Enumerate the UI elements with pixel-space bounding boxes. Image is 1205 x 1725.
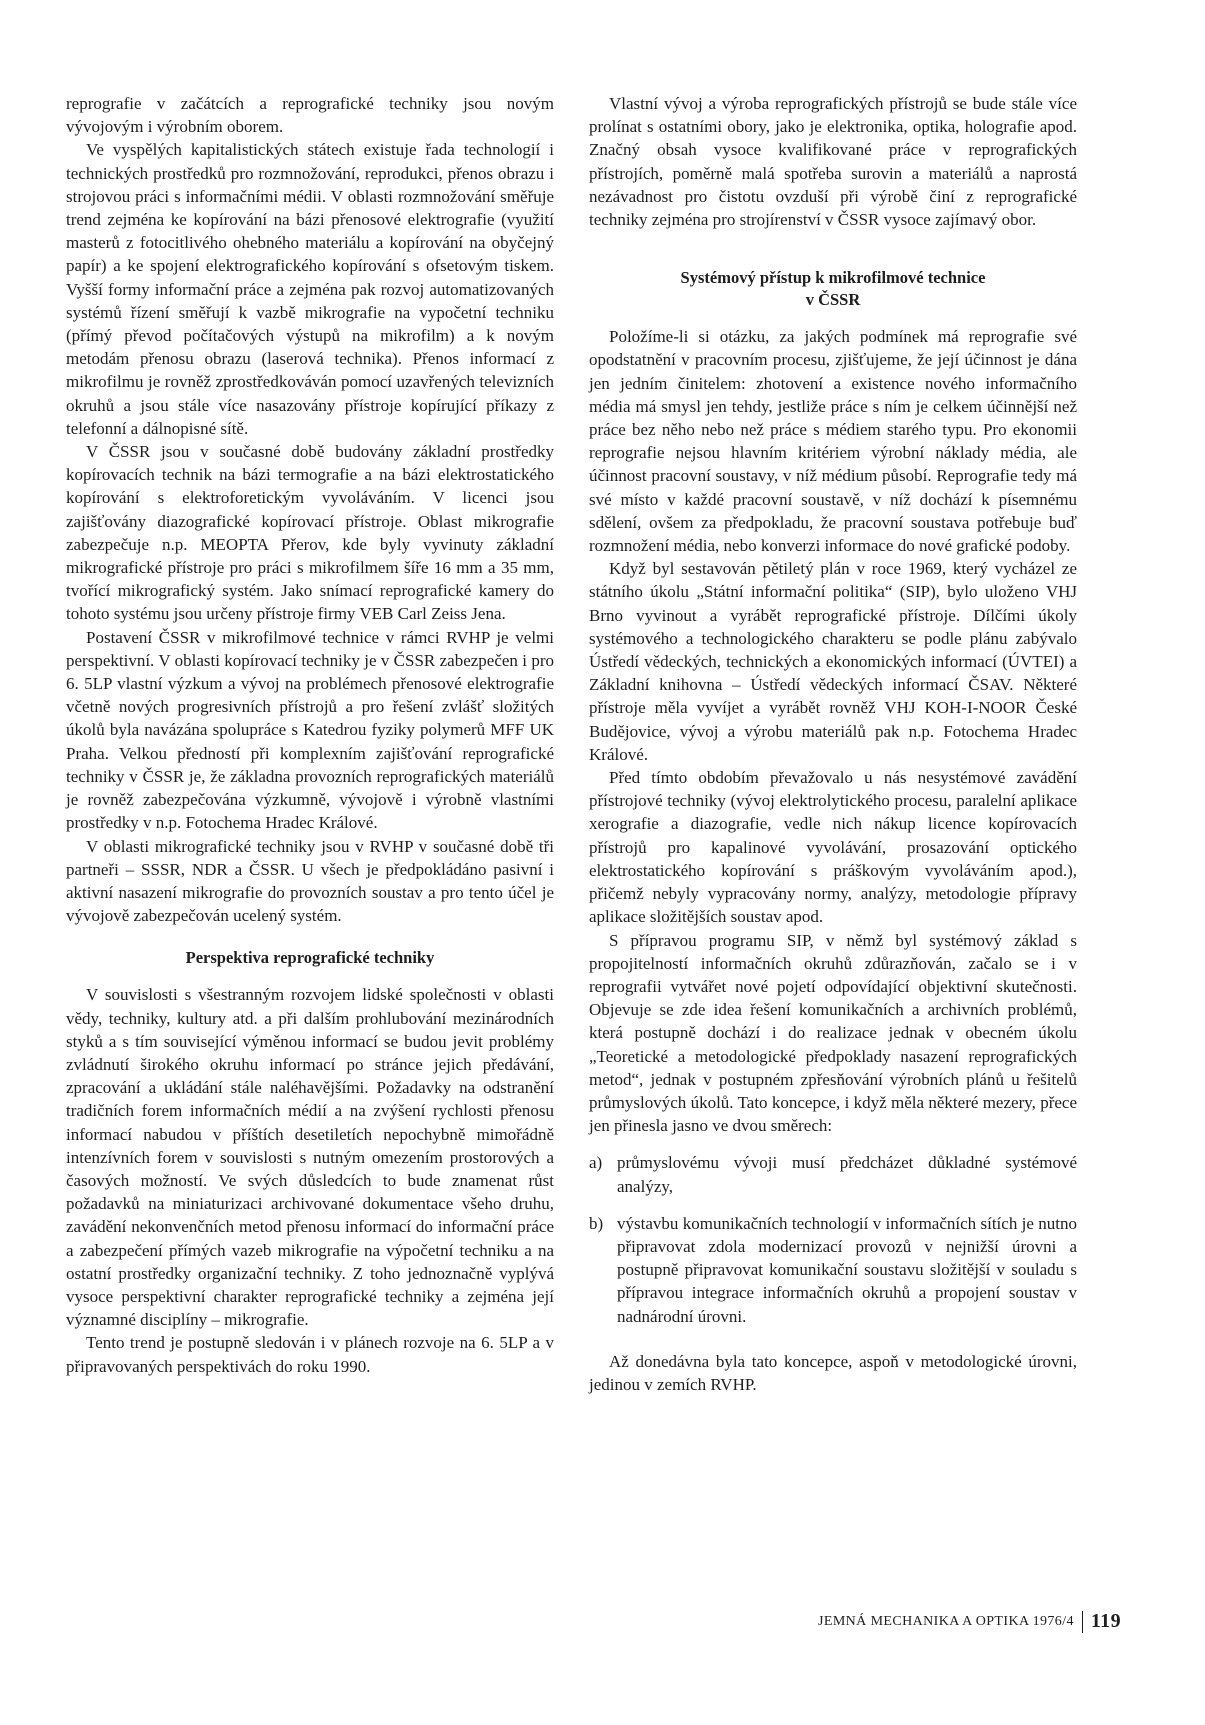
paragraph: Když byl sestavován pětiletý plán v roce 1969, který vycházel ze státního úkolu „Státní informační politika“ (SIP), bylo uloženo VHJ Brno vyvinout a vyrábět reprografické přístroje. Dílčími úkoly systémového a technologického charakteru se podle plánu zabývalo Ústředí vědeckých, technických a ekonomických informací (ÚVTEI) a Základní knihovna – Ústředí vědeckých informací ČSAV. Některé přístroje měla vyvíjet a vyrábět rovněž VHJ KOH-I-NOOR České Budějovice, vývoj a výrobu materiálů pak n.p. Fotochema Hradec Králové. xyxy=(589,559,1077,764)
list-item xyxy=(589,1151,1077,1197)
paragraph: Tento trend je postupně sledován i v plánech rozvoje na 6. 5LP a v připravovaných perspektivách do roku 1990. xyxy=(66,1333,554,1376)
section-heading: Perspektiva reprografické techniky xyxy=(185,948,435,968)
paragraph: Vlastní vývoj a výroba reprografických přístrojů se bude stále více prolínat s ostatními obory, jako je elektronika, optika, holografie apod. Značný obsah vysoce kvalifikované práce v reprografických přístrojích, poměrně malá spotřeba surovin a materiálů a naprostá nezávadnost pro čistotu ovzduší při výrobě činí z reprografické techniky zejména pro strojírenství v ČSSR vysoce zajímavý obor. xyxy=(589,94,1077,230)
paragraph: Před tímto obdobím převažovalo u nás nesystémové zavádění přístrojové techniky (vývoj elektrolytického procesu, paralelní aplikace xerografie a diazografie, vedle nich nákup licence kopírovacích přístrojů pro kapalinové vyvolávání, prosazování optického elektrostatického kopírování s práškovým vyvoláváním apod.), přičemž nebyly vypracovány normy, analýzy, metodologie přípravy aplikace složitějších soustav apod. xyxy=(589,768,1077,927)
paragraph: Ve vyspělých kapitalistických státech existuje řada technologií i technických prostředků pro rozmnožování, reprodukci, přenos obrazu i strojovou práci s informačními médii. V oblasti rozmnožování směřuje trend zejména ke kopírování na bázi přenosové elektrografie (využití masterů z fotocitlivého ohebného materiálu a kopírování na obyčejný papír) a ke spojení elektrografického kopírování s ofsetovým tiskem. Vyšší formy informační práce a zejména pak rozvoj automatizovaných systémů řízení směřují k vazbě mikrografie na vypočetní techniku (přímý převod počítačových výstupů na mikrofilm) a k novým metodám přenosu obrazu (laserová technika). Přenos informací z mikrofilmu je rovněž zprostředkováván pomocí uzavřených televizních okruhů a jsou stále více nasazovány přístroje kopírující příkazy z telefonní a dálnopisné sítě. xyxy=(66,140,554,438)
paragraph: reprografie v začátcích a reprografické techniky jsou novým vývojovým i výrobním oborem. xyxy=(66,94,554,137)
list-marker: a) xyxy=(589,1153,603,1173)
section-heading-line: v ČSSR xyxy=(805,290,861,310)
paragraph: Položíme-li si otázku, za jakých podmínek má reprografie své opodstatnění v pracovním procesu, zjišťujeme, že její účinnost je dána jen jedním činitelem: zhotovení a existence nového informačního média má smysl jen tehdy, jestliže práce s ním je celkem účinnější než práce bez něho nebo než práce s médiem starého typu. Pro ekonomii reprografie nejsou hlavním kritériem výrobní náklady média, ale účinnost pracovní soustavy, v níž médium působí. Reprografie tedy má své místo v každé pracovní soustavě, v níž dochází k písemnému sdělení, ovšem za předpokladu, že pracovní soustava potřebuje buď rozmnožení média, nebo konverzi informace do nové grafické podoby. xyxy=(589,327,1077,556)
list-item-text: výstavbu komunikačních technologií v informačních sítích je nutno připravovat zdola modernizací provozů v nejnižší úrovni a postupně připravovat komunikační soustavu složitější v souladu s přípravou integrace informačních okruhů a propojení soustav v nadnárodní úrovni. xyxy=(617,1213,1077,1326)
page-number: 119 xyxy=(1090,1610,1121,1632)
footer-divider xyxy=(1082,1611,1083,1633)
paragraph: S přípravou programu SIP, v němž byl systémový základ s propojitelností informačních okruhů zdůrazňován, začalo se i v reprografii vytvářet nové pojetí odpovídající objektivní skutečnosti. Objevuje se zde idea řešení komunikačních a archivních problémů, která postupně dochází i do realizace jednak v obecném úkolu „Teoretické a metodologické předpoklady nasazení reprografických metod“, jednak v postupném zpřesňování výrobních plánů u řešitelů průmyslových úkolů. Tato koncepce, i když měla některé mezery, přece jen přinesla jasno ve dvou směrech: xyxy=(589,930,1077,1136)
journal-name: JEMNÁ MECHANIKA A OPTIKA 1976/4 xyxy=(818,1613,1074,1629)
list-item-text: průmyslovému vývoji musí předcházet důkladné systémové analýzy, xyxy=(617,1153,1077,1196)
right-column xyxy=(589,92,1077,1396)
left-column xyxy=(66,92,554,1378)
page-footer xyxy=(818,1610,1121,1633)
closing-paragraph: Až donedávna byla tato koncepce, aspoň v metodologické úrovni, jedinou v zemích RVHP. xyxy=(589,1351,1077,1394)
section-heading xyxy=(589,267,1077,311)
list-item xyxy=(589,1212,1077,1328)
section-heading-line: Systémový přístup k mikrofilmové technice xyxy=(680,268,986,288)
list-marker: b) xyxy=(589,1213,604,1233)
paragraph: V souvislosti s všestranným rozvojem lidské společnosti v oblasti vědy, techniky, kultury atd. a při dalším prohlubování mezinárodních styků a s tím související výměnou informací se budou jevit problémy zvládnutí širokého okruhu informací po stránce jejich předávání, zpracování a ukládání stále naléhavějšími. Požadavky na odstranění tradičních forem informačních médií a na zvýšení rychlosti přenosu informací nabudou v příštích desetiletích nepochybně mimořádně intenzívních forem v souvislosti s nutným omezením prostorových a časových možností. Ve svých důsledcích to bude znamenat růst požadavků na miniaturizaci archivované dokumentace všeho druhu, zavádění nekonvenčních metod přenosu informací do informační práce a zabezpečení přímých vazeb mikrografie na výpočetní techniku a na ostatní prostředky organizační techniky. Z toho jednoznačně vyplývá vysoce perspektivní charakter reprografické techniky a zejména její významné disciplíny – mikrografie. xyxy=(66,985,554,1330)
paragraph: V oblasti mikrografické techniky jsou v RVHP v současné době tři partneři – SSSR, NDR a ČSSR. U všech je předpokládáno pasivní i aktivní nasazení mikrografie do provozních soustav a pro tento účel je vývojově zabezpečován ucelený systém. xyxy=(66,836,554,926)
lettered-list xyxy=(589,1151,1077,1327)
paragraph: V ČSSR jsou v současné době budovány základní prostředky kopírovacích technik na bázi termografie a na bázi elektrostatického kopírování s elektroforetickým vyvoláváním. V licenci jsou zajišťovány diazografické kopírovací přístroje. Oblast mikrografie zabezpečuje n.p. MEOPTA Přerov, kde byly vyvinuty základní mikrografické přístroje pro práci s mikrofilmem šíře 16 mm a 35 mm, tvořící mikrografický systém. Jako snímací reprografické kamery do tohoto systému jsou určeny přístroje firmy VEB Carl Zeiss Jena. xyxy=(66,442,554,624)
paragraph: Postavení ČSSR v mikrofilmové technice v rámci RVHP je velmi perspektivní. V oblasti kopírovací techniky je v ČSSR zabezpečen i pro 6. 5LP vlastní výzkum a vývoj na problémech přenosové elektrografie včetně nových progresivních přístrojů a pro řešení zvlášť složitých úkolů byla navázána spolupráce s Katedrou fyziky polymerů MFF UK Praha. Velkou předností při komplexním zajišťování reprografické techniky v ČSSR je, že základna provozních reprografických materiálů je rovněž zabezpečována výzkumně, vývojově i výrobně vlastními prostředky v n.p. Fotochema Hradec Králové. xyxy=(66,627,554,833)
